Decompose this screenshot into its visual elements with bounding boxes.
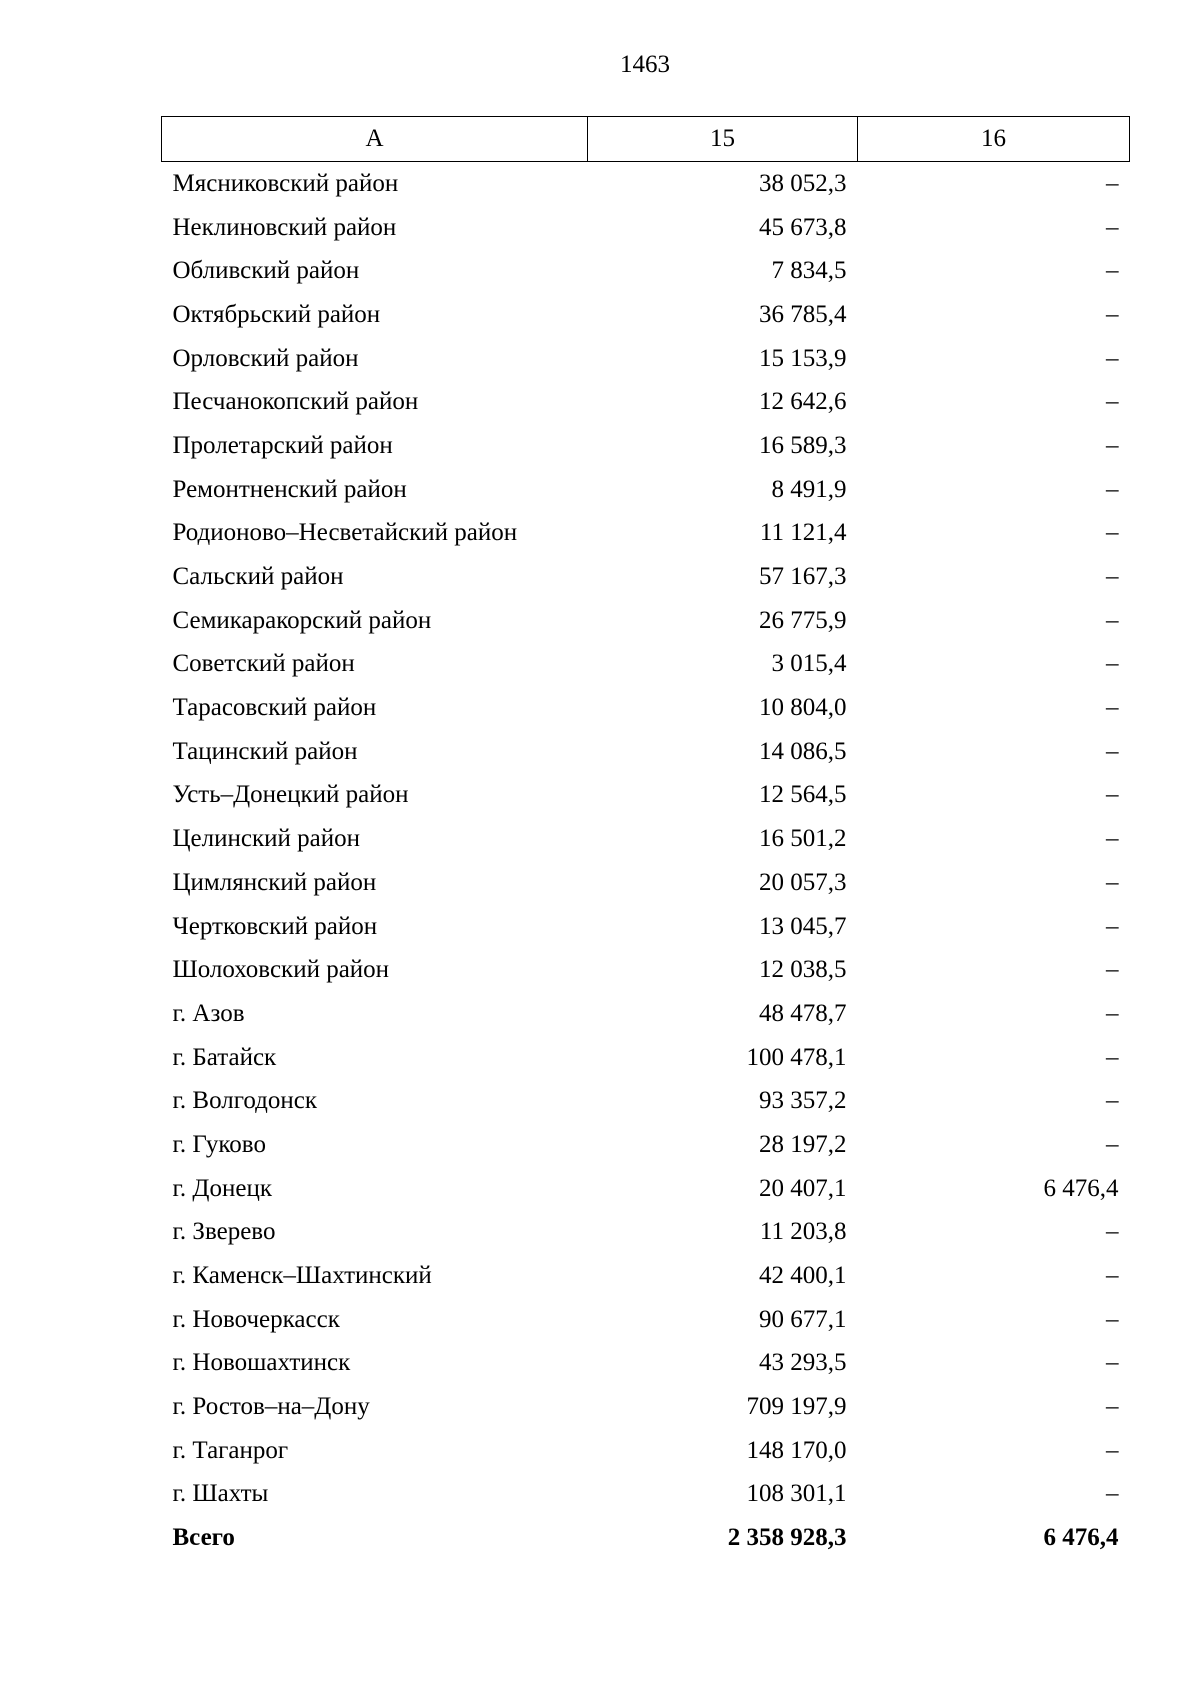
- table-row: [162, 730, 1130, 774]
- row-value-15-cell: 36 785,4: [759, 300, 847, 328]
- row-name-cell: г. Батайск: [172, 1043, 277, 1071]
- row-name-cell: г. Новочеркасск: [172, 1305, 340, 1333]
- table-row: [162, 249, 1130, 293]
- row-value-16-cell: –: [1106, 1262, 1119, 1290]
- row-name-cell: Ремонтненский район: [172, 475, 407, 503]
- table-total-row: [162, 1516, 1130, 1560]
- table-row: [162, 1167, 1130, 1211]
- table-row: [162, 905, 1130, 949]
- row-value-15-cell: 93 357,2: [759, 1087, 847, 1115]
- row-value-15-cell: 28 197,2: [759, 1130, 847, 1158]
- table-row: [162, 1211, 1130, 1255]
- header-cell-16: 16: [858, 117, 1130, 162]
- row-value-15-cell: 57 167,3: [759, 563, 847, 591]
- row-name-cell: г. Зверево: [172, 1218, 276, 1246]
- table-body: [162, 162, 1130, 1561]
- row-name-cell: г. Ростов–на–Дону: [172, 1393, 370, 1421]
- row-value-15-cell: 14 086,5: [759, 737, 847, 765]
- row-name-cell: Целинский район: [172, 825, 360, 853]
- row-value-15-cell: 45 673,8: [759, 213, 847, 241]
- table-row: [162, 1429, 1130, 1473]
- row-value-15-cell: 11 203,8: [759, 1218, 847, 1246]
- row-value-15-cell: 38 052,3: [759, 169, 847, 197]
- table-row: [162, 643, 1130, 687]
- row-value-15-cell: 10 804,0: [759, 694, 847, 722]
- row-value-15-cell: 43 293,5: [759, 1349, 847, 1377]
- row-name-cell: Октябрьский район: [172, 300, 381, 328]
- table-row: [162, 512, 1130, 556]
- row-value-15-cell: 2 358 928,3: [727, 1524, 847, 1552]
- row-value-15-cell: 20 407,1: [759, 1174, 847, 1202]
- row-name-cell: г. Шахты: [172, 1480, 269, 1508]
- row-value-15-cell: 3 015,4: [771, 650, 847, 678]
- row-value-16-cell: –: [1106, 344, 1119, 372]
- row-value-16-cell: –: [1106, 1043, 1119, 1071]
- row-name-cell: Семикаракорский район: [172, 606, 432, 634]
- row-value-16-cell: –: [1106, 1218, 1119, 1246]
- row-name-cell: г. Волгодонск: [172, 1087, 318, 1115]
- row-name-cell: Шолоховский район: [172, 956, 390, 984]
- row-value-15-cell: 13 045,7: [759, 912, 847, 940]
- row-name-cell: Неклиновский район: [172, 213, 397, 241]
- row-value-15-cell: 8 491,9: [771, 475, 847, 503]
- row-value-15-cell: 48 478,7: [759, 999, 847, 1027]
- row-name-cell: г. Гуково: [172, 1130, 266, 1158]
- row-name-cell: Родионово–Несветайский район: [172, 519, 518, 547]
- row-name-cell: Чертковский район: [172, 912, 378, 940]
- row-value-15-cell: 42 400,1: [759, 1262, 847, 1290]
- table-row: [162, 1079, 1130, 1123]
- row-value-15-cell: 12 038,5: [759, 956, 847, 984]
- row-value-15-cell: 12 564,5: [759, 781, 847, 809]
- row-value-15-cell: 12 642,6: [759, 388, 847, 416]
- table-row: [162, 1342, 1130, 1386]
- table-row: [162, 1254, 1130, 1298]
- row-name-cell: г. Азов: [172, 999, 245, 1027]
- row-value-16-cell: –: [1106, 694, 1119, 722]
- row-value-15-cell: 26 775,9: [759, 606, 847, 634]
- row-value-15-cell: 90 677,1: [759, 1305, 847, 1333]
- table-row: [162, 468, 1130, 512]
- table-row: [162, 861, 1130, 905]
- row-value-16-cell: –: [1106, 1393, 1119, 1421]
- row-name-cell: Цимлянский район: [172, 868, 377, 896]
- page-number: 1463: [620, 51, 670, 78]
- table-row: [162, 599, 1130, 643]
- row-value-16-cell: –: [1106, 431, 1119, 459]
- table-row: [162, 162, 1130, 206]
- table-row: [162, 380, 1130, 424]
- table-row: [162, 992, 1130, 1036]
- row-name-cell: Советский район: [172, 650, 355, 678]
- table-row: [162, 337, 1130, 381]
- budget-table: [161, 116, 1130, 1560]
- row-value-15-cell: 11 121,4: [759, 519, 847, 547]
- row-value-15-cell: 709 197,9: [746, 1393, 847, 1421]
- table-row: [162, 1036, 1130, 1080]
- row-value-16-cell: –: [1106, 1349, 1119, 1377]
- row-value-16-cell: –: [1106, 912, 1119, 940]
- row-value-16-cell: –: [1106, 475, 1119, 503]
- table-row: [162, 817, 1130, 861]
- row-value-16-cell: –: [1106, 781, 1119, 809]
- row-name-cell: г. Новошахтинск: [172, 1349, 351, 1377]
- row-value-16-cell: –: [1106, 563, 1119, 591]
- table-row: [162, 1385, 1130, 1429]
- row-value-16-cell: –: [1106, 1436, 1119, 1464]
- row-value-16-cell: –: [1106, 169, 1119, 197]
- row-value-16-cell: 6 476,4: [1043, 1524, 1119, 1552]
- row-name-cell: Усть–Донецкий район: [172, 781, 409, 809]
- row-value-15-cell: 20 057,3: [759, 868, 847, 896]
- row-name-cell: г. Каменск–Шахтинский: [172, 1262, 432, 1290]
- row-value-15-cell: 100 478,1: [746, 1043, 847, 1071]
- row-value-16-cell: –: [1106, 1087, 1119, 1115]
- row-name-cell: г. Таганрог: [172, 1436, 289, 1464]
- row-name-cell: Орловский район: [172, 344, 359, 372]
- row-name-cell: Пролетарский район: [172, 431, 393, 459]
- row-value-16-cell: –: [1106, 650, 1119, 678]
- header-cell-a: А: [162, 117, 588, 162]
- row-value-16-cell: 6 476,4: [1043, 1174, 1119, 1202]
- row-name-cell: Тацинский район: [172, 737, 358, 765]
- row-name-cell: Песчанокопский район: [172, 388, 419, 416]
- table-row: [162, 555, 1130, 599]
- row-value-16-cell: –: [1106, 213, 1119, 241]
- row-value-15-cell: 7 834,5: [771, 257, 847, 285]
- row-value-16-cell: –: [1106, 999, 1119, 1027]
- row-value-16-cell: –: [1106, 868, 1119, 896]
- table-row: [162, 293, 1130, 337]
- table-row: [162, 424, 1130, 468]
- table-row: [162, 1473, 1130, 1517]
- row-value-15-cell: 15 153,9: [759, 344, 847, 372]
- table-row: [162, 774, 1130, 818]
- row-value-16-cell: –: [1106, 519, 1119, 547]
- row-value-16-cell: –: [1106, 1305, 1119, 1333]
- table-row: [162, 686, 1130, 730]
- table-row: [162, 206, 1130, 250]
- row-name-cell: Сальский район: [172, 563, 344, 591]
- row-name-cell: Всего: [172, 1524, 235, 1552]
- table-row: [162, 948, 1130, 992]
- row-value-16-cell: –: [1106, 388, 1119, 416]
- row-value-16-cell: –: [1106, 825, 1119, 853]
- row-value-16-cell: –: [1106, 257, 1119, 285]
- row-value-16-cell: –: [1106, 1130, 1119, 1158]
- row-value-15-cell: 108 301,1: [746, 1480, 847, 1508]
- table-header-row: [162, 117, 1130, 162]
- row-value-16-cell: –: [1106, 737, 1119, 765]
- row-value-16-cell: –: [1106, 956, 1119, 984]
- row-name-cell: Обливский район: [172, 257, 360, 285]
- table-row: [162, 1123, 1130, 1167]
- header-cell-15: 15: [588, 117, 858, 162]
- row-name-cell: Мясниковский район: [172, 169, 399, 197]
- table-row: [162, 1298, 1130, 1342]
- row-value-16-cell: –: [1106, 606, 1119, 634]
- row-value-16-cell: –: [1106, 300, 1119, 328]
- row-value-15-cell: 148 170,0: [746, 1436, 847, 1464]
- row-value-15-cell: 16 589,3: [759, 431, 847, 459]
- row-name-cell: г. Донецк: [172, 1174, 272, 1202]
- row-value-16-cell: –: [1106, 1480, 1119, 1508]
- row-value-15-cell: 16 501,2: [759, 825, 847, 853]
- row-name-cell: Тарасовский район: [172, 694, 377, 722]
